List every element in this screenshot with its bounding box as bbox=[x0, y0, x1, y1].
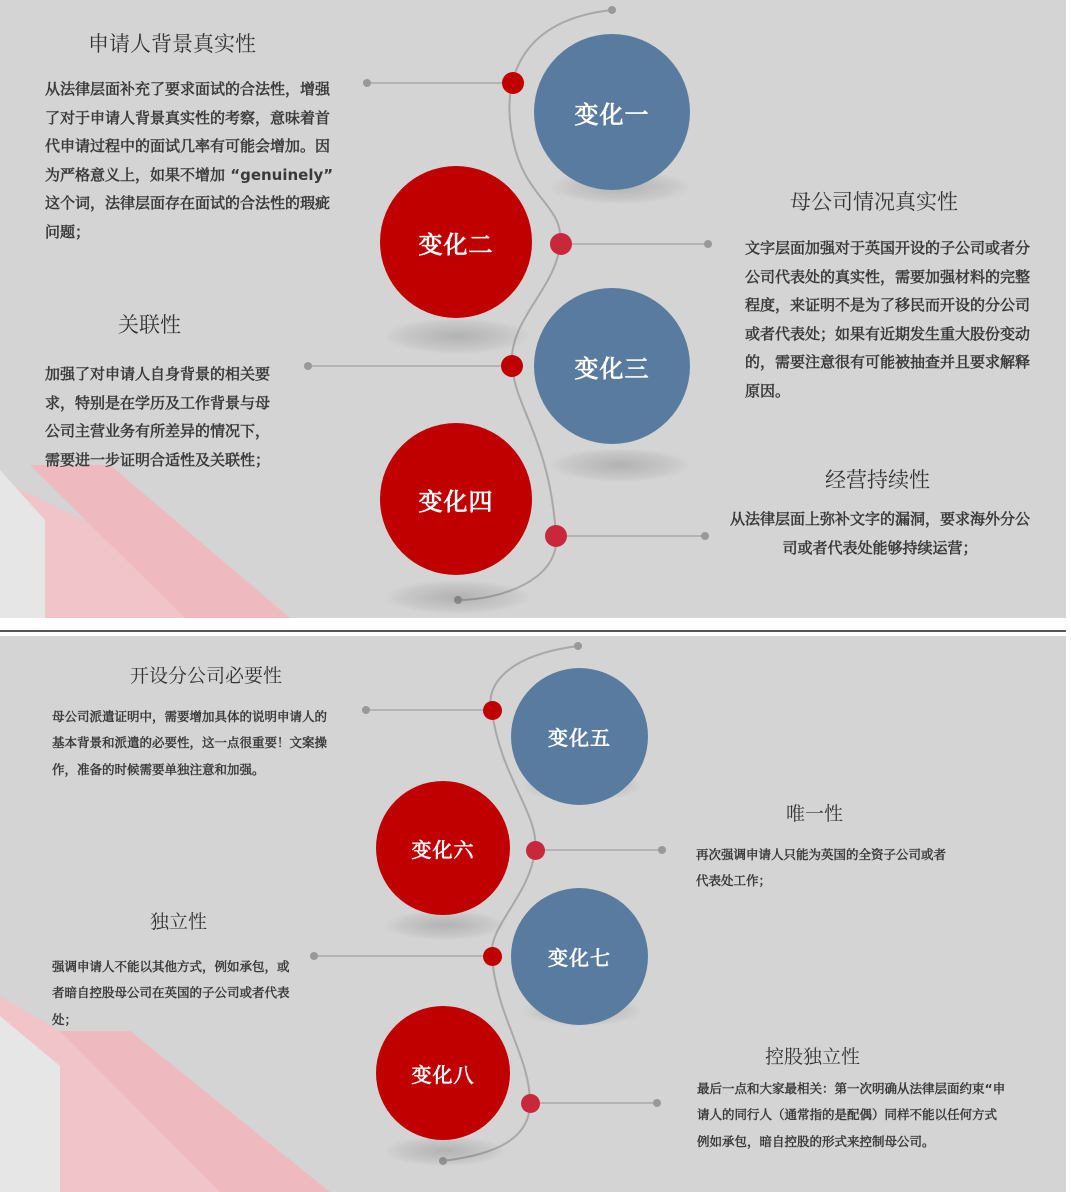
change-1-circle bbox=[534, 34, 690, 190]
section-text: 再次强调申请人只能为英国的全资子公司或者代表处工作； bbox=[696, 847, 947, 889]
change-8-label: 变化八 bbox=[411, 1062, 475, 1087]
section-title: 关联性 bbox=[118, 313, 181, 337]
section-title: 控股独立性 bbox=[765, 1046, 861, 1068]
section-text: 最后一点和大家最相关：第一次明确从法律层面约束“申请人的同行人（通常指的是配偶）同样不能以任何方式例如承包，暗自控股的形式来控制母公司。 bbox=[697, 1081, 1006, 1149]
change-5-circle bbox=[511, 668, 648, 805]
change-4-circle bbox=[380, 423, 532, 575]
slide-2 bbox=[0, 636, 1066, 1192]
leader-end bbox=[310, 952, 318, 960]
leader-end bbox=[701, 532, 709, 540]
change-5-label: 变化五 bbox=[548, 726, 611, 750]
change-1-label: 变化一 bbox=[574, 100, 650, 129]
connector-dot bbox=[502, 72, 524, 94]
curve-end-dot bbox=[608, 6, 616, 14]
change-7-circle bbox=[511, 888, 648, 1025]
circle-shadow bbox=[385, 580, 530, 614]
leader-end bbox=[653, 1099, 661, 1107]
section-title: 唯一性 bbox=[786, 803, 844, 825]
connector-dot bbox=[550, 233, 572, 255]
section-title: 申请人背景真实性 bbox=[88, 32, 256, 56]
change-7-label: 变化七 bbox=[548, 946, 611, 970]
section-title: 母公司情况真实性 bbox=[790, 190, 958, 214]
section-title: 开设分公司必要性 bbox=[130, 665, 283, 687]
section-text: 母公司派遣证明中，需要增加具体的说明申请人的基本背景和派遣的必要性，这一点很重要！文案操作，准备的时候需要单独注意和加强。 bbox=[52, 709, 328, 777]
leader-end bbox=[362, 706, 370, 714]
change-2-label: 变化二 bbox=[418, 230, 494, 259]
leader-end bbox=[704, 240, 712, 248]
leader-end bbox=[304, 362, 312, 370]
connector-dot bbox=[483, 701, 502, 720]
circle-shadow bbox=[385, 1136, 505, 1166]
section-text: 从法律层面上弥补文字的漏洞，要求海外分公司或者代表处能够持续运营； bbox=[730, 510, 1031, 557]
curve-end-dot bbox=[574, 642, 582, 650]
connector-dot bbox=[483, 947, 502, 966]
change-6-circle bbox=[376, 781, 510, 915]
section-text: 文字层面加强对于英国开设的子公司或者分公司代表处的真实性，需要加强材料的完整程度，来证明不是为了移民而开设的分公司或者代表处；如果有近期发生重大股份变动的，需要注意很有可能被抽查并且要求解释原因。 bbox=[745, 239, 1031, 400]
connector-dot bbox=[545, 525, 567, 547]
section-text: 强调申请人不能以其他方式，例如承包，或者暗自控股母公司在英国的子公司或者代表处； bbox=[52, 959, 290, 1027]
change-3-circle bbox=[534, 288, 690, 444]
section-title: 经营持续性 bbox=[825, 468, 930, 492]
leader-end bbox=[658, 846, 666, 854]
change-6-label: 变化六 bbox=[411, 837, 475, 862]
circle-shadow bbox=[550, 448, 690, 482]
slide-divider bbox=[0, 630, 1066, 632]
section-text: 从法律层面补充了要求面试的合法性，增强了对于申请人背景真实性的考察，意味着首代申请过程中的面试几率有可能会增加。因为严格意义上，如果不增加 “genuinely” 这个词，法律层面存在面试的合法性的瑕疵问题； bbox=[45, 80, 334, 241]
connector-dot bbox=[526, 841, 545, 860]
section-text: 加强了对申请人自身背景的相关要求，特别是在学历及工作背景与母公司主营业务有所差异的情况下，需要进一步证明合适性及关联性； bbox=[45, 365, 271, 469]
circle-shadow bbox=[385, 318, 530, 354]
change-8-circle bbox=[376, 1006, 510, 1140]
change-3-label: 变化三 bbox=[574, 354, 650, 383]
connector-dot bbox=[521, 1094, 540, 1113]
section-title: 独立性 bbox=[150, 911, 208, 933]
change-4-label: 变化四 bbox=[418, 487, 494, 516]
connector-dot bbox=[501, 355, 523, 377]
leader-end bbox=[363, 79, 371, 87]
change-2-circle bbox=[380, 166, 532, 318]
